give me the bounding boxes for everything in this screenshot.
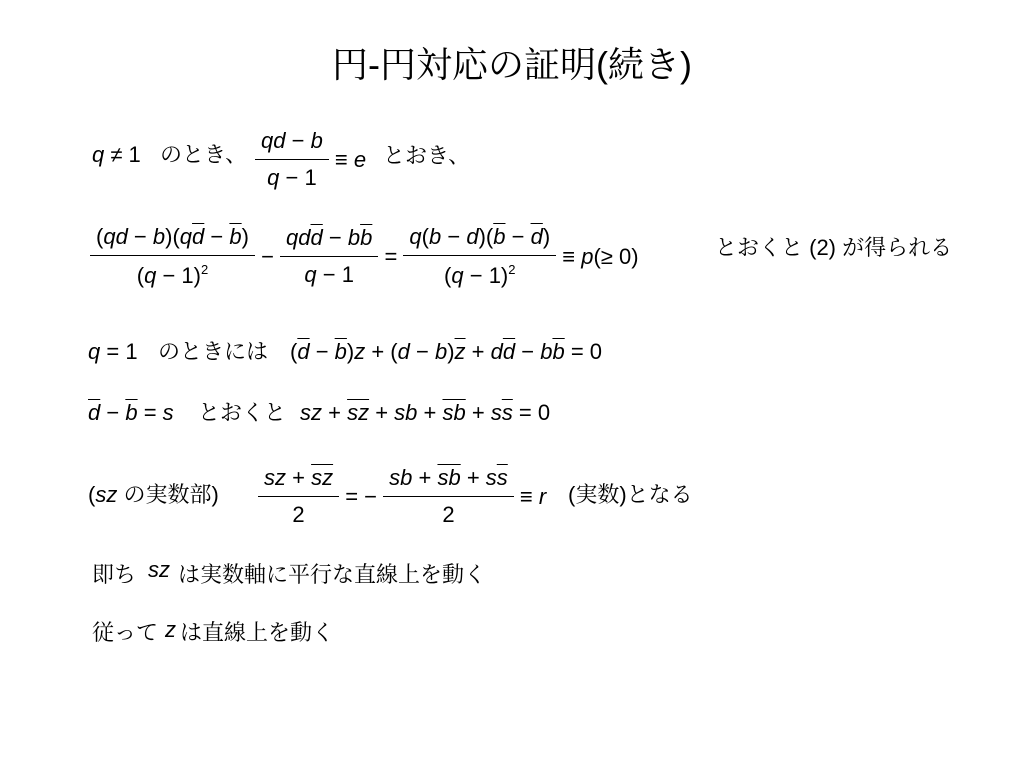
math-superscript: 2 (200, 262, 209, 277)
text-after: は実数軸に平行な直線上を動く (178, 562, 487, 587)
math-text: ≡ (556, 243, 582, 269)
math-text: ) (447, 339, 455, 364)
math-text: = 1 (100, 339, 138, 364)
math-variable-conjugate: $\overline{sb}$ (437, 465, 461, 490)
text-set: とおくと (198, 400, 287, 425)
math-text: ≡ (513, 483, 539, 509)
math-text: + (460, 465, 486, 490)
math-variable: q (92, 142, 105, 167)
math-variable: s (162, 400, 174, 425)
math-variable: q (409, 224, 422, 249)
fraction-denominator (258, 497, 339, 526)
math-text: + (465, 339, 491, 364)
math-variable-conjugate: $\overline{b}$ (552, 339, 565, 364)
math-text: − (204, 224, 230, 249)
math-text: ≠ 1 (104, 142, 141, 167)
slide-title: 円-円対応の証明(続き) (332, 44, 692, 85)
math-variable: qd (286, 225, 311, 250)
math-text: ( (96, 224, 104, 249)
fraction-numerator (255, 130, 329, 160)
fraction-denominator (90, 256, 255, 287)
math-text: ( (421, 224, 429, 249)
text-result-2: とおくと (2) が得られる (715, 235, 953, 260)
math-variable: z (354, 339, 366, 364)
math-variable-conjugate: $\overline{d}$ (530, 224, 543, 249)
math-text: )( (478, 224, 494, 249)
math-variable: b (540, 339, 553, 364)
definition-s (88, 402, 174, 424)
variable-z (165, 619, 176, 641)
math-text: )( (165, 224, 180, 249)
math-text: − (505, 224, 531, 249)
math-fraction (258, 467, 339, 526)
math-text: + ( (365, 339, 398, 364)
definition-e (255, 130, 366, 189)
math-variable-conjugate: $\overline{sz}$ (311, 465, 334, 490)
math-variable: qd (103, 224, 128, 249)
math-text: 2 (442, 502, 455, 527)
math-text: ) (542, 224, 551, 249)
math-text: − (409, 339, 435, 364)
math-text: ) (346, 339, 355, 364)
math-variable: d (397, 339, 410, 364)
math-text: の実数部) (117, 482, 219, 507)
math-text: ≡ (328, 146, 354, 172)
math-text: − (441, 224, 467, 249)
math-variable: d (490, 339, 503, 364)
math-text: − (254, 243, 281, 269)
math-variable-conjugate: $\overline{b}$ (493, 224, 506, 249)
math-variable: b (152, 224, 166, 249)
math-variable: sz (264, 465, 286, 490)
math-variable: d (466, 224, 479, 249)
math-fraction (280, 227, 378, 286)
math-variable-conjugate: $\overline{b}$ (334, 339, 347, 364)
math-superscript: 2 (508, 262, 516, 277)
math-variable-conjugate: $\overline{d}$ (297, 339, 310, 364)
math-text: − 1 (316, 262, 354, 287)
math-variable: e (353, 146, 367, 172)
math-variable: s (490, 400, 502, 425)
math-text: − (127, 224, 153, 249)
math-variable: p (581, 243, 594, 269)
math-variable-conjugate: $\overline{sz}$ (347, 400, 370, 425)
text-when: のとき、 (160, 142, 248, 167)
math-text: + (417, 400, 443, 425)
math-variable-conjugate: $\overline{d}$ (88, 400, 101, 425)
math-text: + (412, 465, 438, 490)
math-variable: q (88, 339, 101, 364)
math-text: 2 (292, 502, 305, 527)
math-text: + (322, 400, 348, 425)
math-text: − (322, 225, 348, 250)
math-variable-conjugate: $\overline{b}$ (360, 225, 373, 250)
math-variable: q (451, 263, 464, 288)
math-text: ( (444, 263, 452, 288)
math-variable-conjugate: $\overline{s}$ (496, 465, 508, 490)
math-variable: q (144, 263, 157, 288)
fraction-numerator (258, 467, 339, 497)
math-text: = 0 (564, 339, 603, 364)
math-variable: b (347, 225, 361, 250)
math-text: ( (88, 482, 96, 507)
math-variable: qd (261, 128, 286, 153)
fraction-numerator (383, 467, 514, 497)
math-variable-conjugate: $\overline{b}$ (125, 400, 138, 425)
real-part-label (88, 484, 219, 506)
fraction-numerator (403, 226, 556, 256)
math-variable: q (267, 165, 280, 190)
math-text: ( (290, 339, 298, 364)
variable-sz (148, 559, 170, 581)
equation-s (300, 402, 550, 424)
math-variable-conjugate: $\overline{s}$ (501, 400, 513, 425)
math-variable: sb (389, 465, 413, 490)
math-text: + (369, 400, 395, 425)
math-text: = − (339, 483, 384, 509)
math-text: + (286, 465, 312, 490)
math-variable: z (165, 617, 176, 642)
math-text: − (100, 400, 126, 425)
math-text: − 1) (463, 263, 509, 288)
math-variable: s (485, 465, 497, 490)
math-variable: r (538, 483, 547, 509)
math-variable: sz (300, 400, 322, 425)
math-text: − (515, 339, 541, 364)
fraction-numerator (280, 227, 378, 257)
math-text: = (137, 400, 163, 425)
math-variable-conjugate: $\overline{z}$ (454, 339, 466, 364)
math-fraction (255, 130, 329, 189)
equation-line (290, 341, 602, 363)
text-before: 従って (92, 620, 159, 645)
math-variable: sz (95, 482, 118, 507)
fraction-denominator (280, 257, 378, 286)
math-variable-conjugate: $\overline{d}$ (310, 225, 323, 250)
math-fraction (90, 226, 255, 287)
text-after: は直線上を動く (180, 620, 335, 645)
math-text: − 1 (279, 165, 317, 190)
math-fraction (403, 226, 556, 287)
math-variable: q (304, 262, 317, 287)
math-variable: sb (394, 400, 418, 425)
math-variable: b (429, 224, 442, 249)
math-text: (≥ 0) (593, 243, 639, 269)
fraction-denominator (403, 256, 556, 287)
text-when: のときには (158, 339, 269, 364)
math-fraction (383, 467, 514, 526)
fraction-numerator (90, 226, 255, 256)
condition-q-not-1 (92, 144, 141, 166)
math-variable-conjugate: $\overline{sb}$ (442, 400, 466, 425)
condition-q-equals-1 (88, 341, 138, 363)
equation-p (90, 226, 639, 287)
math-variable: b (310, 128, 323, 153)
math-variable: q (179, 224, 193, 249)
equation-r (258, 467, 546, 526)
text-result-real: (実数)となる (568, 482, 693, 507)
fraction-denominator (255, 160, 329, 189)
math-text: ) (241, 224, 249, 249)
math-text: = (378, 243, 404, 269)
text-set: とおき、 (383, 143, 471, 168)
math-text: + (465, 400, 491, 425)
math-variable-conjugate: $\overline{d}$ (502, 339, 516, 364)
math-variable-conjugate: $\overline{d}$ (192, 224, 205, 249)
math-variable-conjugate: $\overline{b}$ (229, 224, 242, 249)
math-variable: sz (148, 557, 170, 582)
math-text: = 0 (512, 400, 551, 425)
math-text: − (309, 339, 335, 364)
math-text: − 1) (156, 263, 201, 288)
fraction-denominator (383, 497, 514, 526)
math-variable: b (434, 339, 448, 364)
text-before: 即ち (92, 562, 137, 587)
math-text: − (285, 128, 311, 153)
math-text: ( (136, 263, 145, 288)
